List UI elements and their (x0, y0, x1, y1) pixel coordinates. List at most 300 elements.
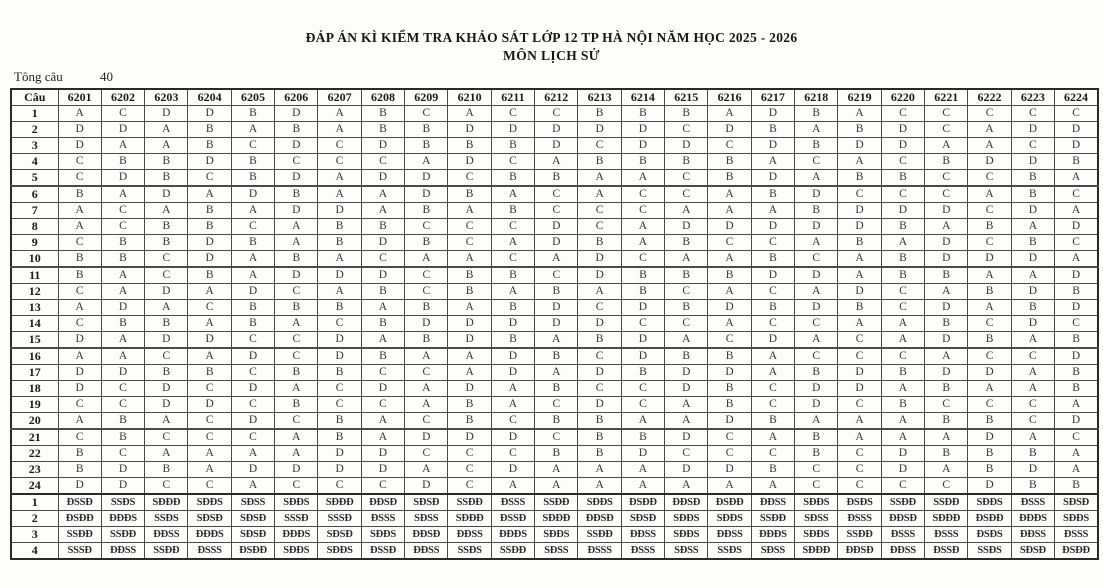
row-number: 19 (11, 397, 58, 413)
answer-cell: C (968, 316, 1011, 332)
answer-cell: A (621, 235, 664, 251)
row-number: 20 (11, 413, 58, 430)
answer-cell: C (535, 203, 578, 219)
answer-cell: A (1011, 267, 1054, 284)
code-cell: ĐSSS (361, 511, 404, 527)
answer-cell: A (275, 381, 318, 397)
answer-cell: B (101, 251, 144, 268)
total-questions (14, 69, 1103, 85)
answer-cell: B (1055, 154, 1098, 170)
code-cell: SSĐĐ (838, 527, 881, 543)
answer-cell: B (188, 138, 231, 154)
answer-cell: D (665, 429, 708, 446)
answer-cell: C (491, 446, 534, 462)
code-cell: SSĐĐ (58, 527, 101, 543)
answer-cell: C (275, 478, 318, 495)
answer-cell: D (58, 381, 101, 397)
answer-cell: D (405, 478, 448, 495)
answer-cell: B (405, 122, 448, 138)
answer-cell: C (275, 332, 318, 349)
answer-cell: D (708, 122, 751, 138)
answer-cell: B (925, 446, 968, 462)
answer-cell: A (1055, 397, 1098, 413)
answer-cell: D (318, 462, 361, 478)
answer-cell: A (881, 332, 924, 349)
answer-cell: D (621, 446, 664, 462)
answer-cell: D (491, 462, 534, 478)
code-cell: SĐSS (405, 511, 448, 527)
answer-cell: A (231, 446, 274, 462)
answer-cell: B (361, 316, 404, 332)
answer-cell: D (838, 381, 881, 397)
answer-row (11, 138, 1098, 154)
answer-cell: A (318, 251, 361, 268)
answer-cell: C (751, 235, 794, 251)
answer-cell: C (188, 300, 231, 316)
answer-cell: B (275, 186, 318, 203)
answer-cell: A (275, 219, 318, 235)
answer-cell: D (361, 381, 404, 397)
answer-cell: C (405, 106, 448, 122)
code-row (11, 494, 1098, 511)
answer-cell: A (405, 348, 448, 365)
answer-cell: C (58, 154, 101, 170)
answer-cell: B (361, 348, 404, 365)
answer-cell: C (275, 154, 318, 170)
answer-cell: D (535, 138, 578, 154)
answer-cell: C (751, 284, 794, 300)
answer-cell: C (925, 170, 968, 187)
answer-cell: C (968, 203, 1011, 219)
code-cell: SĐSS (795, 511, 838, 527)
answer-cell: C (448, 235, 491, 251)
answer-cell: A (145, 300, 188, 316)
answer-cell: C (101, 106, 144, 122)
answer-cell: A (795, 413, 838, 430)
answer-cell: A (361, 429, 404, 446)
answer-cell: B (1011, 446, 1054, 462)
column-header: 6224 (1055, 89, 1098, 106)
answer-cell: C (145, 251, 188, 268)
answer-row (11, 122, 1098, 138)
answer-cell: D (881, 446, 924, 462)
answer-cell: D (578, 251, 621, 268)
answer-cell: C (968, 106, 1011, 122)
answer-row (11, 429, 1098, 446)
answer-cell: A (58, 219, 101, 235)
code-cell: ĐĐSS (881, 543, 924, 560)
answer-cell: B (491, 300, 534, 316)
answer-cell: B (665, 235, 708, 251)
answer-cell: B (968, 332, 1011, 349)
code-cell: SĐĐĐ (318, 494, 361, 511)
answer-cell: A (751, 429, 794, 446)
answer-cell: B (708, 381, 751, 397)
answer-cell: D (751, 267, 794, 284)
code-cell: ĐĐSS (621, 527, 664, 543)
answer-cell: D (708, 462, 751, 478)
answer-cell: B (925, 267, 968, 284)
answer-cell: A (751, 154, 794, 170)
answer-cell: A (405, 462, 448, 478)
answer-cell: A (275, 316, 318, 332)
answer-cell: D (1055, 267, 1098, 284)
answer-cell: C (231, 332, 274, 349)
answer-cell: B (275, 300, 318, 316)
code-cell: SSĐS (968, 543, 1011, 560)
answer-cell: B (795, 429, 838, 446)
answer-cell: B (491, 267, 534, 284)
row-number: 4 (11, 543, 58, 560)
row-number: 6 (11, 186, 58, 203)
answer-cell: A (1011, 365, 1054, 381)
answer-cell: A (881, 429, 924, 446)
answer-cell: A (448, 251, 491, 268)
answer-cell: D (925, 332, 968, 349)
answer-cell: D (751, 332, 794, 349)
answer-cell: C (101, 203, 144, 219)
answer-cell: D (318, 348, 361, 365)
answer-cell: C (665, 170, 708, 187)
answer-cell: D (795, 397, 838, 413)
answer-cell: C (925, 478, 968, 495)
row-number: 18 (11, 381, 58, 397)
answer-cell: A (838, 154, 881, 170)
code-cell: SĐĐĐ (795, 543, 838, 560)
answer-cell: D (231, 186, 274, 203)
answer-cell: A (231, 203, 274, 219)
answer-cell: D (405, 316, 448, 332)
answer-cell: C (881, 284, 924, 300)
answer-cell: C (491, 154, 534, 170)
answer-cell: C (838, 348, 881, 365)
answer-cell: A (665, 413, 708, 430)
code-cell: ĐSSĐ (361, 543, 404, 560)
answer-cell: D (58, 478, 101, 495)
answer-cell: C (925, 122, 968, 138)
answer-cell: C (1055, 186, 1098, 203)
answer-cell: C (665, 186, 708, 203)
code-cell: SSĐĐ (535, 494, 578, 511)
row-number: 11 (11, 267, 58, 284)
answer-cell: B (578, 106, 621, 122)
answer-cell: D (275, 462, 318, 478)
code-cell: SĐSĐ (1011, 543, 1054, 560)
answer-cell: A (925, 284, 968, 300)
answer-cell: D (795, 267, 838, 284)
answer-cell: C (405, 446, 448, 462)
answer-cell: A (231, 251, 274, 268)
answer-cell: B (838, 170, 881, 187)
answer-cell: B (578, 154, 621, 170)
answer-cell: B (968, 446, 1011, 462)
corner-header: Câu (11, 89, 58, 106)
answer-cell: D (361, 462, 404, 478)
answer-cell: D (145, 381, 188, 397)
row-number: 24 (11, 478, 58, 495)
answer-cell: A (968, 138, 1011, 154)
answer-cell: C (318, 154, 361, 170)
column-header: 6209 (405, 89, 448, 106)
answer-cell: B (968, 413, 1011, 430)
answer-cell: B (751, 186, 794, 203)
answer-cell: C (968, 348, 1011, 365)
answer-cell: D (535, 122, 578, 138)
row-number: 17 (11, 365, 58, 381)
answer-cell: D (838, 203, 881, 219)
answer-cell: B (231, 170, 274, 187)
answer-cell: C (621, 251, 664, 268)
answer-cell: A (925, 138, 968, 154)
code-cell: SĐĐS (708, 511, 751, 527)
column-header: 6216 (708, 89, 751, 106)
answer-cell: B (318, 219, 361, 235)
answer-row (11, 106, 1098, 122)
code-cell: ĐSĐĐ (708, 494, 751, 511)
answer-cell: B (231, 300, 274, 316)
answer-cell: B (621, 154, 664, 170)
code-cell: SSĐĐ (578, 527, 621, 543)
answer-cell: B (621, 284, 664, 300)
answer-cell: C (405, 267, 448, 284)
code-cell: ĐSĐĐ (968, 511, 1011, 527)
answer-cell: A (188, 446, 231, 462)
answer-cell: C (318, 397, 361, 413)
answer-cell: D (708, 300, 751, 316)
code-cell: SĐĐS (361, 527, 404, 543)
column-header: 6211 (491, 89, 534, 106)
answer-cell: D (101, 478, 144, 495)
answer-cell: D (405, 429, 448, 446)
answer-cell: D (231, 348, 274, 365)
answer-cell: A (795, 284, 838, 300)
answer-cell: B (275, 122, 318, 138)
answer-cell: D (881, 138, 924, 154)
code-cell: SĐSĐ (318, 527, 361, 543)
code-cell: ĐSSĐ (491, 511, 534, 527)
answer-cell: D (188, 106, 231, 122)
answer-cell: B (925, 413, 968, 430)
answer-cell: A (448, 106, 491, 122)
code-cell: SSSĐ (275, 511, 318, 527)
answer-cell: B (1011, 235, 1054, 251)
answer-cell: B (838, 300, 881, 316)
answer-cell: B (665, 267, 708, 284)
column-header: 6208 (361, 89, 404, 106)
answer-cell: A (1055, 462, 1098, 478)
answer-cell: C (621, 203, 664, 219)
answer-cell: A (188, 348, 231, 365)
answer-cell: D (448, 316, 491, 332)
row-number: 21 (11, 429, 58, 446)
answer-cell: A (101, 284, 144, 300)
answer-cell: A (101, 138, 144, 154)
answer-cell: C (535, 186, 578, 203)
answer-cell: A (925, 462, 968, 478)
column-header: 6218 (795, 89, 838, 106)
code-cell: SĐĐS (275, 543, 318, 560)
answer-cell: A (231, 122, 274, 138)
code-cell: ĐĐĐS (751, 527, 794, 543)
code-cell: SSĐĐ (881, 494, 924, 511)
answer-cell: B (318, 429, 361, 446)
answer-cell: A (1011, 332, 1054, 349)
answer-cell: C (1011, 138, 1054, 154)
answer-cell: C (665, 316, 708, 332)
answer-cell: A (708, 106, 751, 122)
answer-cell: A (535, 332, 578, 349)
answer-cell: C (275, 413, 318, 430)
answer-cell: B (535, 446, 578, 462)
answer-row (11, 300, 1098, 316)
answer-cell: A (58, 348, 101, 365)
answer-row (11, 251, 1098, 268)
answer-cell: A (751, 365, 794, 381)
answer-cell: C (968, 235, 1011, 251)
code-cell: ĐĐSS (448, 527, 491, 543)
row-number: 2 (11, 122, 58, 138)
answer-cell: B (405, 203, 448, 219)
table-header (11, 89, 1098, 106)
code-cell: SĐSĐ (1055, 494, 1098, 511)
answer-cell: D (361, 235, 404, 251)
answer-cell: D (708, 365, 751, 381)
answer-cell: A (968, 186, 1011, 203)
code-cell: ĐĐSĐ (405, 527, 448, 543)
answer-cell: C (1011, 413, 1054, 430)
column-header: 6204 (188, 89, 231, 106)
answer-cell: B (448, 186, 491, 203)
code-cell: SĐĐS (665, 527, 708, 543)
answer-cell: D (231, 413, 274, 430)
answer-cell: B (708, 154, 751, 170)
code-cell: SĐSĐ (405, 494, 448, 511)
answer-cell: D (491, 365, 534, 381)
answer-cell: B (405, 300, 448, 316)
answer-cell: D (838, 219, 881, 235)
answer-cell: A (708, 478, 751, 495)
answer-cell: D (318, 332, 361, 349)
answer-cell: A (621, 170, 664, 187)
answer-cell: D (58, 138, 101, 154)
answer-cell: B (361, 122, 404, 138)
answer-cell: A (665, 203, 708, 219)
code-cell: SĐĐĐ (145, 494, 188, 511)
row-number: 12 (11, 284, 58, 300)
answer-cell: C (231, 219, 274, 235)
code-cell: SĐSS (751, 543, 794, 560)
answer-cell: B (58, 251, 101, 268)
answer-cell: B (535, 170, 578, 187)
answer-cell: B (1055, 381, 1098, 397)
code-cell: SĐSĐ (231, 527, 274, 543)
code-cell: ĐSĐĐ (1055, 543, 1098, 560)
answer-cell: A (838, 316, 881, 332)
answer-cell: B (145, 462, 188, 478)
answer-cell: A (491, 186, 534, 203)
column-header: 6201 (58, 89, 101, 106)
column-header: 6221 (925, 89, 968, 106)
answer-cell: B (145, 235, 188, 251)
answer-cell: D (231, 381, 274, 397)
answer-cell: D (665, 138, 708, 154)
row-number: 16 (11, 348, 58, 365)
code-cell: ĐĐĐS (1011, 511, 1054, 527)
answer-cell: A (1055, 170, 1098, 187)
code-cell: SSSĐ (318, 511, 361, 527)
answer-cell: C (448, 170, 491, 187)
answer-cell: A (708, 284, 751, 300)
answer-cell: A (448, 348, 491, 365)
answer-cell: A (318, 284, 361, 300)
answer-cell: B (751, 251, 794, 268)
answer-cell: A (318, 122, 361, 138)
answer-cell: D (578, 267, 621, 284)
answer-cell: D (448, 381, 491, 397)
answer-cell: C (535, 397, 578, 413)
answer-cell: B (535, 413, 578, 430)
code-cell: ĐĐSS (145, 527, 188, 543)
answer-cell: A (275, 446, 318, 462)
row-number: 3 (11, 138, 58, 154)
answer-cell: D (145, 186, 188, 203)
answer-cell: D (1011, 203, 1054, 219)
page-subtitle: MÔN LỊCH SỬ (503, 48, 600, 63)
code-cell: ĐSSS (925, 527, 968, 543)
answer-cell: C (751, 316, 794, 332)
answer-cell: A (491, 284, 534, 300)
answer-cell: A (881, 381, 924, 397)
answer-cell: B (708, 170, 751, 187)
answer-cell: D (58, 122, 101, 138)
answer-cell: B (58, 267, 101, 284)
answer-cell: B (968, 219, 1011, 235)
answer-cell: D (101, 300, 144, 316)
answer-cell: A (58, 413, 101, 430)
code-cell: SĐSĐ (621, 511, 664, 527)
answer-cell: D (968, 478, 1011, 495)
answer-cell: A (535, 251, 578, 268)
answer-cell: C (535, 267, 578, 284)
answer-cell: D (1011, 462, 1054, 478)
answer-cell: B (1055, 478, 1098, 495)
answer-cell: C (535, 429, 578, 446)
code-cell: SĐSS (665, 543, 708, 560)
answer-cell: D (491, 348, 534, 365)
answer-cell: B (665, 154, 708, 170)
answer-cell: A (145, 446, 188, 462)
answer-cell: B (101, 413, 144, 430)
answer-cell: D (925, 251, 968, 268)
column-header: 6212 (535, 89, 578, 106)
answer-cell: C (751, 397, 794, 413)
answer-row (11, 348, 1098, 365)
answer-cell: D (318, 203, 361, 219)
answer-cell: D (188, 397, 231, 413)
answer-cell: C (751, 446, 794, 462)
answer-cell: C (231, 397, 274, 413)
answer-cell: A (318, 106, 361, 122)
answer-cell: B (578, 235, 621, 251)
answer-cell: C (535, 106, 578, 122)
code-cell: ĐSSĐ (925, 543, 968, 560)
answer-cell: D (578, 316, 621, 332)
answer-cell: C (925, 106, 968, 122)
code-cell: SĐĐĐ (448, 511, 491, 527)
answer-cell: B (751, 413, 794, 430)
answer-cell: C (448, 446, 491, 462)
code-cell: SSĐS (145, 511, 188, 527)
